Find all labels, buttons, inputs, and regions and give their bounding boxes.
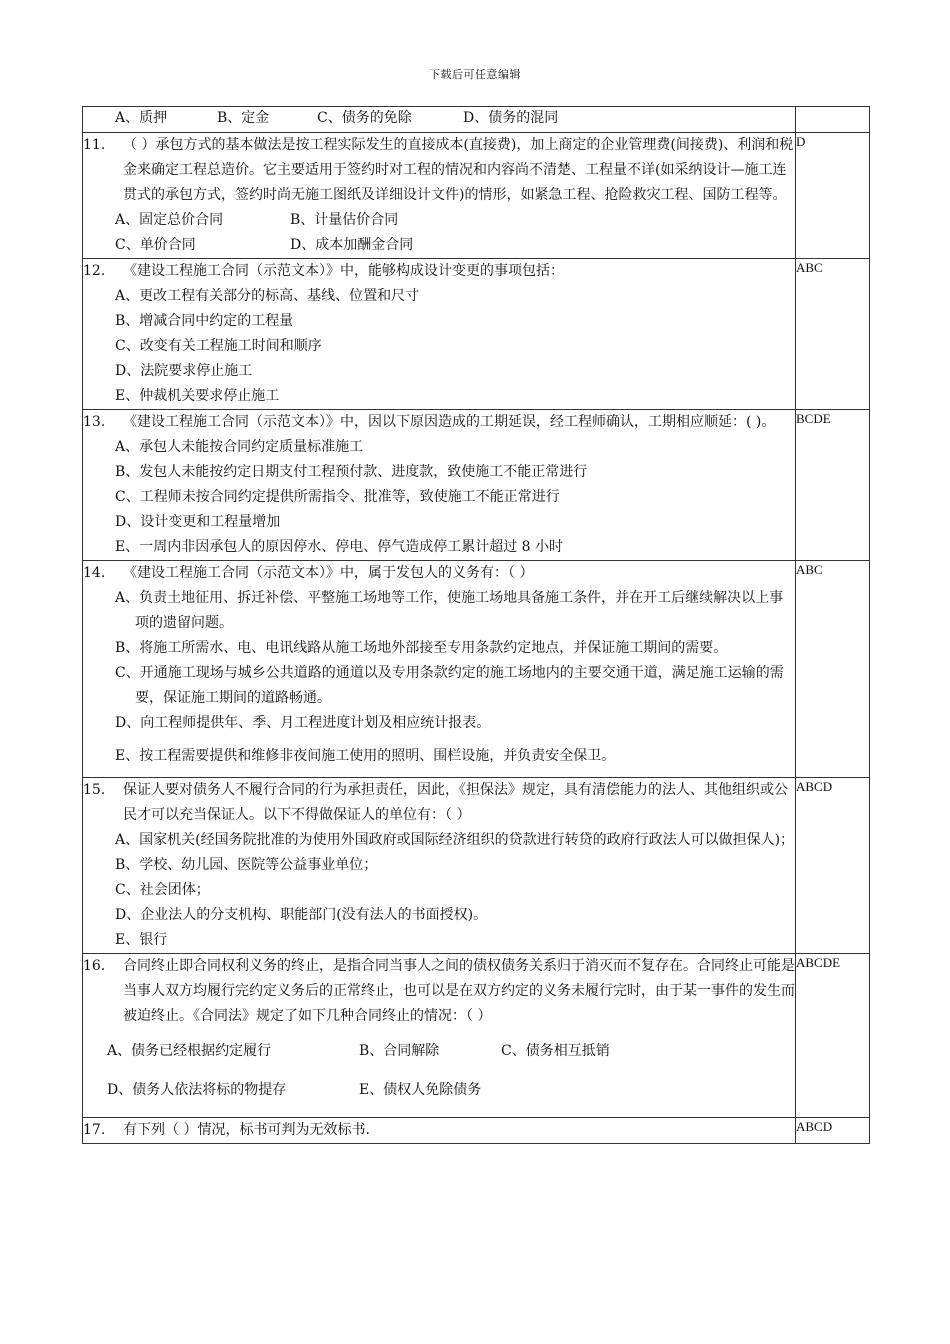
question-stem: 14. 《建设工程施工合同（示范文本）》中，属于发包人的义务有：（ ）	[83, 561, 795, 586]
option: D、债务的混同	[463, 110, 559, 126]
question-cell	[83, 1118, 796, 1144]
answer-cell: ABCD	[796, 778, 870, 954]
question-number: 14.	[83, 565, 106, 581]
question-number: 15.	[83, 782, 106, 798]
table-row	[83, 954, 870, 1118]
option: D、法院要求停止施工	[115, 363, 253, 379]
option: B、计量估价合同	[290, 212, 399, 228]
question-stem: 17. 有下列（ ）情况，标书可判为无效标书.	[83, 1118, 795, 1143]
option: A、国家机关(经国务院批准的为使用外国政府或国际经济组织的贷款进行转贷的政府行政法人可以做担保人)；	[115, 832, 795, 848]
option: D、设计变更和工程量增加	[115, 514, 281, 530]
question-stem: 15. 保证人要对债务人不履行合同的行为承担责任，因此，《担保法》规定，具有清偿能力的法人、其他组织或公民才可以充当保证人。以下不得做保证人的单位有：（ ）	[83, 778, 795, 828]
answer-cell: D	[796, 133, 870, 259]
option: B、学校、幼儿园、医院等公益事业单位；	[115, 857, 378, 873]
option: E、仲裁机关要求停止施工	[115, 388, 280, 404]
table-row	[83, 259, 870, 410]
option: D、债务人依法将标的物提存	[107, 1082, 287, 1098]
option: C、债务的免除	[317, 110, 412, 126]
option: D、成本加酬金合同	[290, 237, 414, 253]
option: C、改变有关工程施工时间和顺序	[115, 338, 322, 354]
answer-cell: ABC	[796, 561, 870, 778]
option: C、债务相互抵销	[501, 1043, 610, 1059]
question-number: 13.	[83, 414, 106, 430]
option-line	[107, 1039, 795, 1064]
option-line	[115, 107, 795, 129]
option: A、更改工程有关部分的标高、基线、位置和尺寸	[115, 288, 420, 304]
table-row	[83, 1118, 870, 1144]
question-cell	[83, 561, 796, 778]
table-row	[83, 778, 870, 954]
answer-cell: ABCD	[796, 1118, 870, 1144]
option: B、合同解除	[359, 1043, 440, 1059]
question-cell	[83, 259, 796, 410]
option: B、定金	[217, 110, 270, 126]
option: A、固定总价合同	[115, 212, 224, 228]
option: A、质押	[115, 110, 168, 126]
question-number: 17.	[83, 1122, 106, 1138]
option: C、社会团体；	[115, 882, 210, 898]
table-row	[83, 133, 870, 259]
option-line	[107, 1078, 795, 1103]
question-number: 16.	[83, 958, 106, 974]
option: A、承包人未能按合同约定质量标准施工	[115, 439, 364, 455]
answer-cell: ABC	[796, 259, 870, 410]
question-number: 12.	[83, 263, 106, 279]
question-cell	[83, 107, 796, 133]
page-header: 下载后可任意编辑	[429, 68, 521, 81]
option: E、一周内非因承包人的原因停水、停电、停气造成停工累计超过 8 小时	[115, 539, 564, 555]
option-line	[115, 233, 795, 258]
question-cell	[83, 133, 796, 259]
answer-cell: ABCDE	[796, 954, 870, 1118]
answer-cell: BCDE	[796, 410, 870, 561]
question-number: 11.	[83, 137, 106, 153]
option: B、发包人未能按约定日期支付工程预付款、进度款，致使施工不能正常进行	[115, 464, 588, 480]
option: D、企业法人的分支机构、职能部门(没有法人的书面授权)。	[115, 907, 488, 923]
option: E、银行	[115, 932, 168, 948]
option: A、债务已经根据约定履行	[107, 1043, 272, 1059]
question-cell	[83, 954, 796, 1118]
question-stem: 12. 《建设工程施工合同（示范文本）》中，能够构成设计变更的事项包括：	[83, 259, 795, 284]
option-line	[115, 208, 795, 233]
option: C、开通施工现场与城乡公共道路的通道以及专用条款约定的施工场地内的主要交通干道，满足施工运输的需要，保证施工期间的道路畅通。	[115, 665, 784, 706]
question-stem: 11. （ ）承包方式的基本做法是按工程实际发生的直接成本(直接费)，加上商定的企业管理费(间接费)、利润和税金来确定工程总造价。它主要适用于签约时对工程的情况和内容尚不清楚、工程量不详(如采纳设计—施工连贯式的承包方式，签约时尚无施工图纸及详细设计文件)的情形，如紧急工程、抢险救灾工程、国防工程等。	[83, 133, 795, 208]
question-table	[82, 106, 870, 1144]
option: D、向工程师提供年、季、月工程进度计划及相应统计报表。	[115, 715, 491, 731]
answer-cell	[796, 107, 870, 133]
option: C、工程师未按合同约定提供所需指令、批准等，致使施工不能正常进行	[115, 489, 560, 505]
table-row	[83, 561, 870, 778]
table-row	[83, 410, 870, 561]
option: B、将施工所需水、电、电讯线路从施工场地外部接至专用条款约定地点，并保证施工期间的需要。	[115, 640, 728, 656]
option: E、按工程需要提供和维修非夜间施工使用的照明、围栏设施，并负责安全保卫。	[115, 748, 616, 764]
option: A、负责土地征用、拆迁补偿、平整施工场地等工作，使施工场地具备施工条件，并在开工后继续解决以上事项的遗留问题。	[115, 590, 784, 631]
question-stem: 16. 合同终止即合同权利义务的终止，是指合同当事人之间的债权债务关系归于消灭而不复存在。合同终止可能是当事人双方均履行完约定义务后的正常终止，也可以是在双方约定的义务未履行完时，由于某一事件的发生而被迫终止。《合同法》规定了如下几种合同终止的情况：（ ）	[83, 954, 795, 1029]
question-cell	[83, 410, 796, 561]
question-stem: 13. 《建设工程施工合同（示范文本）》中，因以下原因造成的工期延误，经工程师确认，工期相应顺延：( )。	[83, 410, 795, 435]
question-cell	[83, 778, 796, 954]
option: E、债权人免除债务	[359, 1082, 482, 1098]
option: B、增减合同中约定的工程量	[115, 313, 294, 329]
table-row	[83, 107, 870, 133]
option: C、单价合同	[115, 237, 196, 253]
